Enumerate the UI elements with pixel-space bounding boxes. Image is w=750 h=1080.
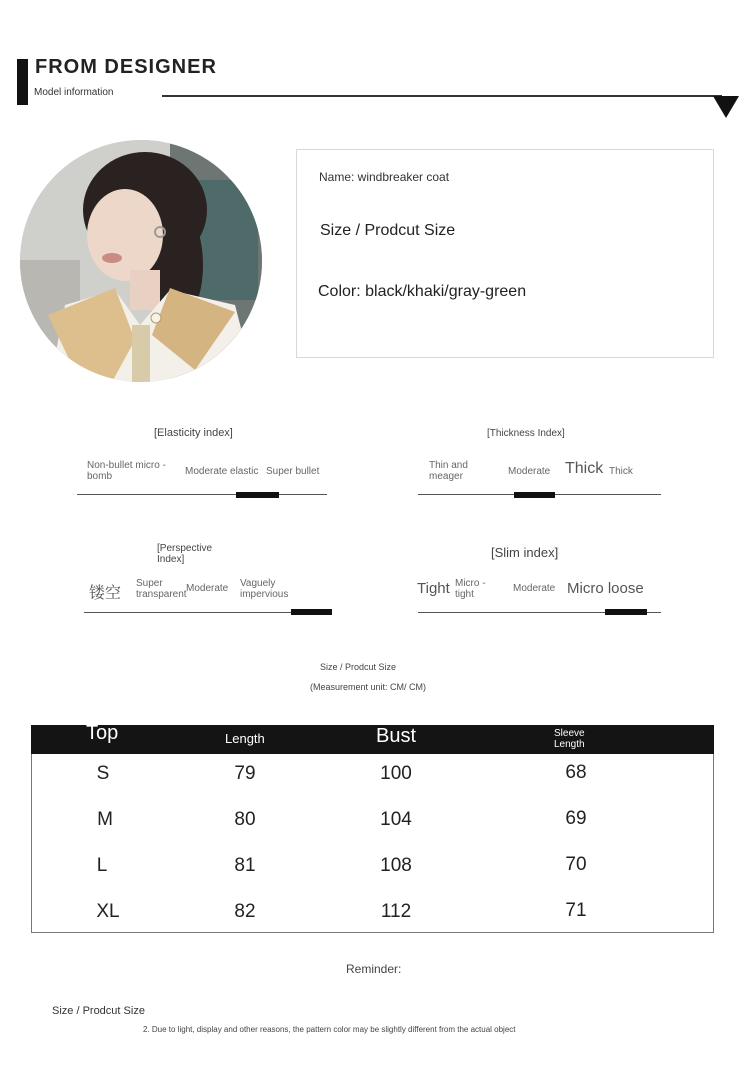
thickness-label-high: Thick	[565, 460, 604, 477]
triangle-down-icon	[713, 96, 739, 118]
slim-label-mid: Moderate	[513, 583, 556, 594]
model-photo-illustration	[20, 140, 262, 382]
table-cell-size: L	[96, 855, 108, 876]
thickness-index-title: [Thickness Index]	[487, 428, 565, 439]
thickness-label-low: Thin and meager	[429, 460, 468, 482]
table-header-sleeve-length: Sleeve Length	[554, 728, 585, 750]
slim-index-title: [Slim index]	[491, 545, 559, 560]
page-subtitle: Model information	[34, 87, 114, 98]
page-title: FROM DESIGNER	[35, 56, 217, 78]
table-cell-bust: 108	[380, 855, 412, 876]
elasticity-index-title: [Elasticity index]	[154, 427, 233, 439]
measurement-title: Size / Prodcut Size	[320, 662, 397, 672]
perspective-label-high: Vaguely impervious	[240, 578, 289, 600]
elasticity-scale-line	[77, 494, 327, 495]
header-accent-bar	[17, 59, 28, 105]
perspective-label-low: Super transparent	[136, 578, 187, 600]
table-header-top: Top	[86, 722, 119, 744]
table-cell-sleeve: 68	[565, 762, 587, 783]
slim-scale-marker	[605, 609, 647, 615]
product-color: Color: black/khaki/gray-green	[318, 283, 527, 300]
perspective-label-mid: Moderate	[186, 583, 229, 594]
table-cell-length: 80	[234, 809, 256, 830]
table-cell-sleeve: 71	[565, 900, 587, 921]
table-cell-size: S	[96, 763, 110, 784]
product-name: Name: windbreaker coat	[319, 170, 450, 184]
table-cell-length: 79	[234, 763, 256, 784]
table-cell-length: 81	[234, 855, 256, 876]
table-cell-sleeve: 70	[565, 854, 587, 875]
table-cell-length: 82	[234, 901, 256, 922]
elasticity-label-high: Super bullet	[266, 466, 320, 477]
slim-label-low: Micro -tight	[455, 578, 486, 600]
size-table-header	[31, 725, 714, 754]
table-cell-bust: 104	[380, 809, 412, 830]
reminder-size-label: Size / Prodcut Size	[52, 1005, 145, 1017]
thickness-label-high-small: Thick	[609, 466, 633, 477]
table-cell-sleeve: 69	[565, 808, 587, 829]
perspective-scale-marker	[291, 609, 332, 615]
measurement-unit: (Measurement unit: CM/ CM)	[310, 682, 427, 692]
reminder-title: Reminder:	[346, 962, 402, 976]
perspective-label-hollow: 镂空	[89, 585, 122, 602]
elasticity-label-low: Non-bullet micro -bomb	[87, 460, 166, 482]
slim-label-high: Micro loose	[567, 580, 644, 597]
thickness-label-mid: Moderate	[508, 466, 551, 477]
elasticity-label-mid: Moderate elastic	[185, 466, 259, 477]
reminder-note: 2. Due to light, display and other reasons, the pattern color may be slightly different from the actual object	[143, 1025, 516, 1034]
table-header-length: Length	[225, 731, 265, 746]
slim-label-tight: Tight	[417, 580, 450, 597]
model-photo	[20, 140, 262, 382]
table-cell-size: M	[97, 809, 113, 830]
header-divider	[162, 95, 722, 97]
thickness-scale-marker	[514, 492, 555, 498]
table-cell-bust: 112	[380, 901, 412, 922]
product-size-label: Size / Prodcut Size	[320, 222, 456, 239]
perspective-index-title: [Perspective Index]	[157, 543, 213, 565]
table-header-bust: Bust	[376, 725, 417, 747]
table-cell-bust: 100	[380, 763, 412, 784]
elasticity-scale-marker	[236, 492, 279, 498]
table-cell-size: XL	[96, 901, 120, 922]
